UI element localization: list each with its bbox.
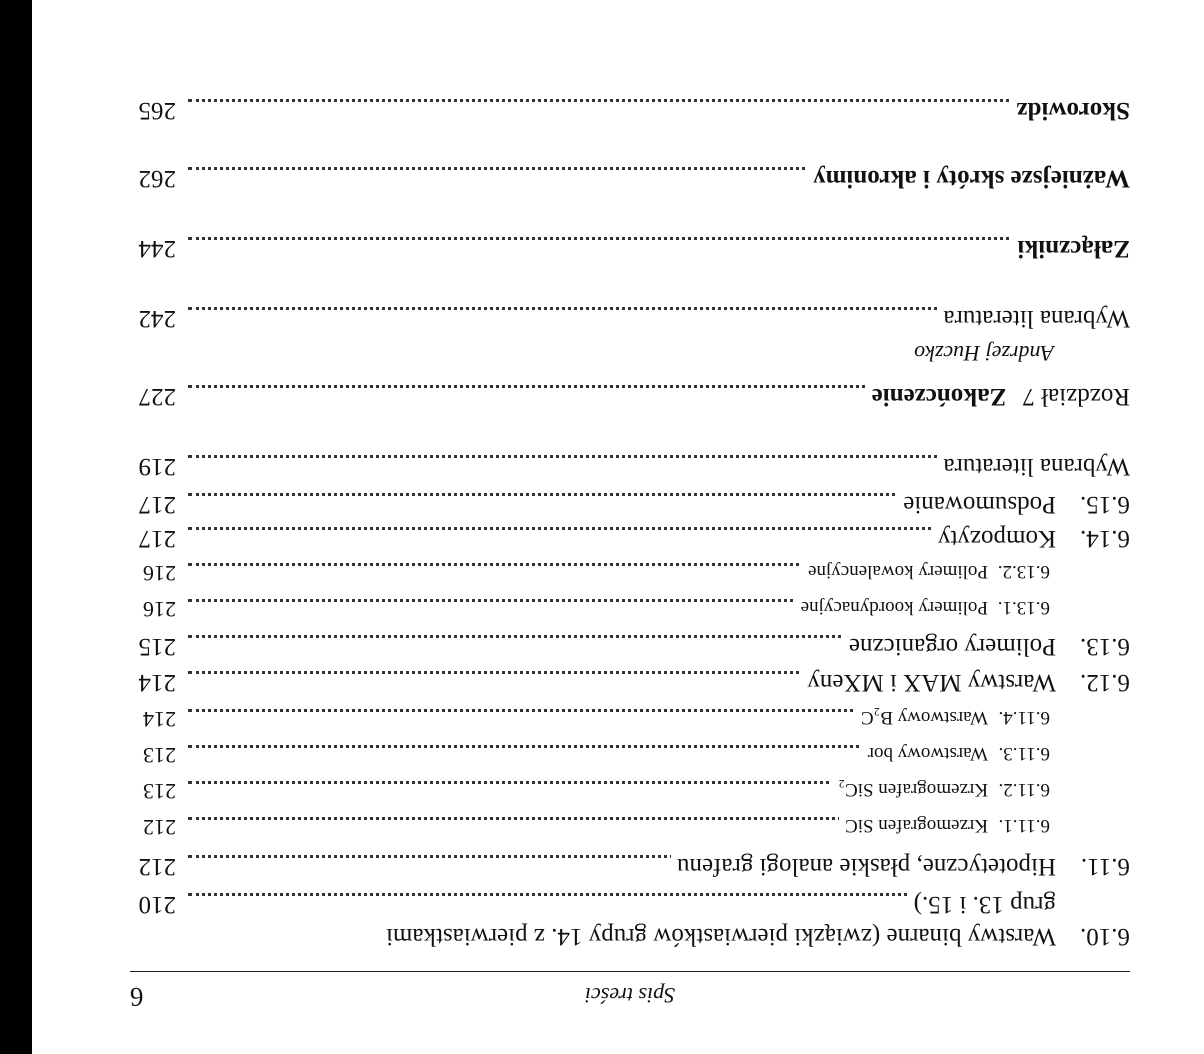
toc-entry-page: 242 [130, 304, 176, 332]
toc-entry-page: 213 [130, 778, 176, 804]
toc-entry-title: Wybrana literatura [937, 452, 1130, 480]
toc-entry-title: Polimery koordynacyjne [800, 597, 988, 618]
toc-entry-page: 217 [130, 490, 176, 518]
toc-entry-number: 6.11.2. [998, 779, 1050, 800]
toc-entry-6-12 [130, 668, 1130, 698]
toc-entry-page: 214 [130, 668, 176, 696]
toc-entry-number: 6.13. [1080, 633, 1130, 660]
toc-entry-6-14 [130, 524, 1130, 554]
toc-entry-title: Warstwy binarne (związki pierwiastków grupy 14. z pierwiastkami [385, 923, 1056, 950]
header-rule [130, 971, 1130, 972]
toc-entry-page: 212 [130, 852, 176, 880]
toc-entry-title: Ważniejsze skróty i akronimy [807, 164, 1130, 192]
toc-entry-6-11-1 [130, 814, 1130, 844]
toc-entry-page: 210 [130, 890, 176, 918]
toc-entry-page: 244 [130, 234, 176, 262]
toc-entry-number: 6.11.4. [998, 707, 1050, 728]
toc-entry-number: 6.10. [1080, 923, 1130, 950]
toc-entry-number: 6.11.3. [998, 743, 1050, 764]
toc-entry-page: 216 [130, 596, 176, 622]
toc-entry-title: Załączniki [1011, 234, 1130, 262]
dot-leader [188, 237, 1130, 246]
dot-leader [188, 99, 1130, 108]
toc-entry-literature-6 [130, 452, 1130, 482]
toc-entry-number: 6.11. [1080, 853, 1130, 880]
scan-dark-edge [0, 0, 32, 1054]
toc-entry-6-11-4 [130, 706, 1130, 736]
toc-entry-index [130, 96, 1130, 126]
toc-entry-title: Polimery kowalencyjne [808, 561, 988, 582]
running-head-title: Spis treści [584, 983, 676, 1008]
toc-entry-title: Hipotetyczne, płaskie analogi grafenu [676, 853, 1056, 880]
toc-entry-title: Skorowidz [1011, 96, 1130, 124]
running-head [130, 978, 1130, 1018]
toc-entry-6-11 [130, 852, 1130, 882]
toc-entry-abbreviations [130, 164, 1130, 194]
toc-entry-number: 6.12. [1080, 669, 1130, 696]
toc-entry-6-11-3 [130, 742, 1130, 772]
chapter-title: Zakończenie [871, 383, 1007, 410]
toc-entry-literature-7 [130, 304, 1130, 334]
toc-entry-page: 262 [130, 164, 176, 192]
toc-entry-appendices [130, 234, 1130, 264]
toc-entry-title: Podsumowanie [903, 491, 1056, 518]
toc-entry-6-13-2 [130, 560, 1130, 590]
toc-entry-page: 214 [130, 706, 176, 732]
toc-entry-6-11-2 [130, 778, 1130, 808]
toc-entry-page: 212 [130, 814, 176, 840]
toc-entry-number: 6.14. [1080, 525, 1130, 552]
toc-entry-title: Polimery organiczne [848, 633, 1056, 660]
toc-entry-number: 6.13.2. [997, 561, 1050, 582]
toc-entry-number: 6.11.1. [998, 815, 1050, 836]
toc-entry-page: 265 [130, 96, 176, 124]
toc-entry-title: Warstwowy B₂C [860, 707, 988, 728]
toc-entry-6-13 [130, 632, 1130, 662]
toc-entry-title: Kompozyty [937, 525, 1056, 552]
toc-entry-title: Warstwy MAX i MXeny [807, 669, 1056, 696]
chapter-author: Andrzej Huczko [914, 341, 1054, 366]
toc-entry-number: 6.15. [1080, 491, 1130, 518]
toc-entry-page: 217 [130, 524, 176, 552]
toc-entry-6-10-line1 [386, 922, 1130, 950]
toc-entry-page: 215 [130, 632, 176, 660]
chapter-label: Rozdział 7 [1022, 383, 1130, 410]
toc-entry-title: grup 13. i 15.) [908, 890, 1130, 918]
toc-entry-number: 6.13.1. [997, 597, 1050, 618]
toc-entry-6-15 [130, 490, 1130, 520]
toc-entry-title: Krzemografen SiC [845, 815, 988, 836]
toc-entry-title: Wybrana literatura [937, 304, 1130, 332]
toc-entry-title: Warstwowy bor [867, 743, 988, 764]
toc-entry-6-10-line2 [130, 890, 1130, 920]
toc-entry-page: 213 [130, 742, 176, 768]
toc-entry-chapter-7 [130, 382, 1130, 412]
toc-entry-title: Krzemografen SiC₂ [838, 779, 988, 800]
toc-entry-page: 227 [130, 382, 176, 410]
running-head-page-number: 6 [130, 982, 144, 1012]
toc-entry-page: 216 [130, 560, 176, 586]
toc-entry-6-13-1 [130, 596, 1130, 626]
toc-entry-page: 219 [130, 452, 176, 480]
